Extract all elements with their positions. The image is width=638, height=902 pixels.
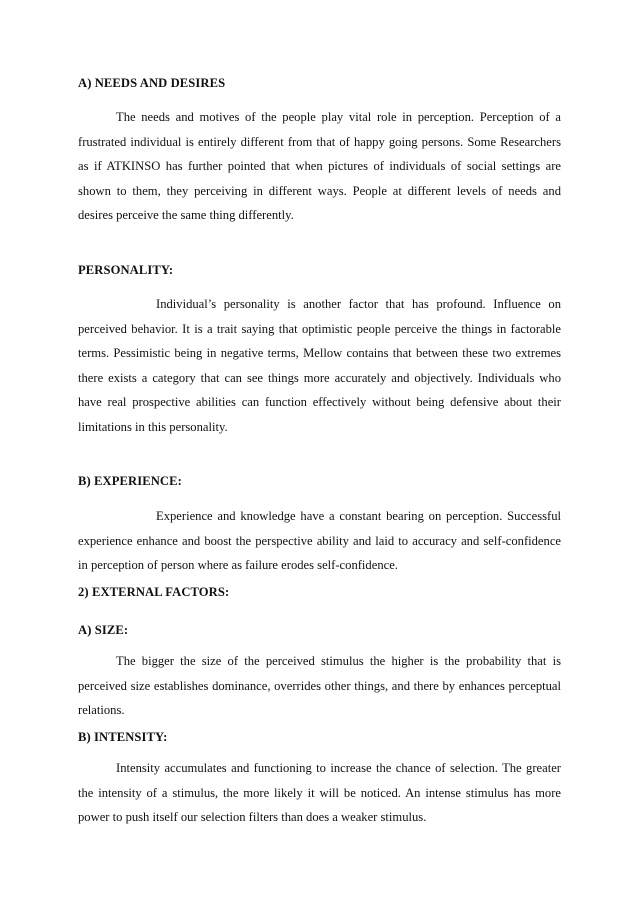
intensity-heading: B) INTENSITY:: [78, 730, 168, 744]
experience-paragraph: Experience and knowledge have a constant bearing on perception. Successful experience enhance and boost the perspective ability and laid to accuracy and self-confidence in perception of person where as failure erodes self-confidence.: [78, 509, 561, 572]
intensity-paragraph: Intensity accumulates and functioning to increase the chance of selection. The greater the intensity of a stimulus, the more likely it will be noticed. An intense stimulus has more power to push itself our selection filters than does a weaker stimulus.: [78, 761, 561, 824]
external-factors-heading: 2) EXTERNAL FACTORS:: [78, 585, 230, 599]
personality-paragraph: Individual’s personality is another factor that has profound. Influence on perceived behavior. It is a trait saying that optimistic people perceive the things in factorable terms. Pessimistic being in negative terms, Mellow contains that between these two extremes there exists a category that can see things more accurately and objectively. Individuals who have real prospective abilities can function effectively without being defensive about their limitations in this personality.: [78, 297, 561, 434]
size-heading: A) SIZE:: [78, 623, 129, 637]
experience-heading: B) EXPERIENCE:: [78, 474, 182, 488]
needs-heading: A) NEEDS AND DESIRES: [78, 76, 226, 90]
personality-heading: PERSONALITY:: [78, 263, 174, 277]
needs-paragraph: The needs and motives of the people play vital role in perception. Perception of a frustrated individual is entirely different from that of happy going persons. Some Researchers as if ATKINSO has further pointed that when pictures of individuals of social settings are shown to them, they perceiving in different ways. People at different levels of needs and desires perceive the same thing differently.: [78, 110, 561, 222]
size-paragraph: The bigger the size of the perceived stimulus the higher is the probability that is perceived size establishes dominance, overrides other things, and there by enhances perceptual relations.: [78, 654, 561, 717]
